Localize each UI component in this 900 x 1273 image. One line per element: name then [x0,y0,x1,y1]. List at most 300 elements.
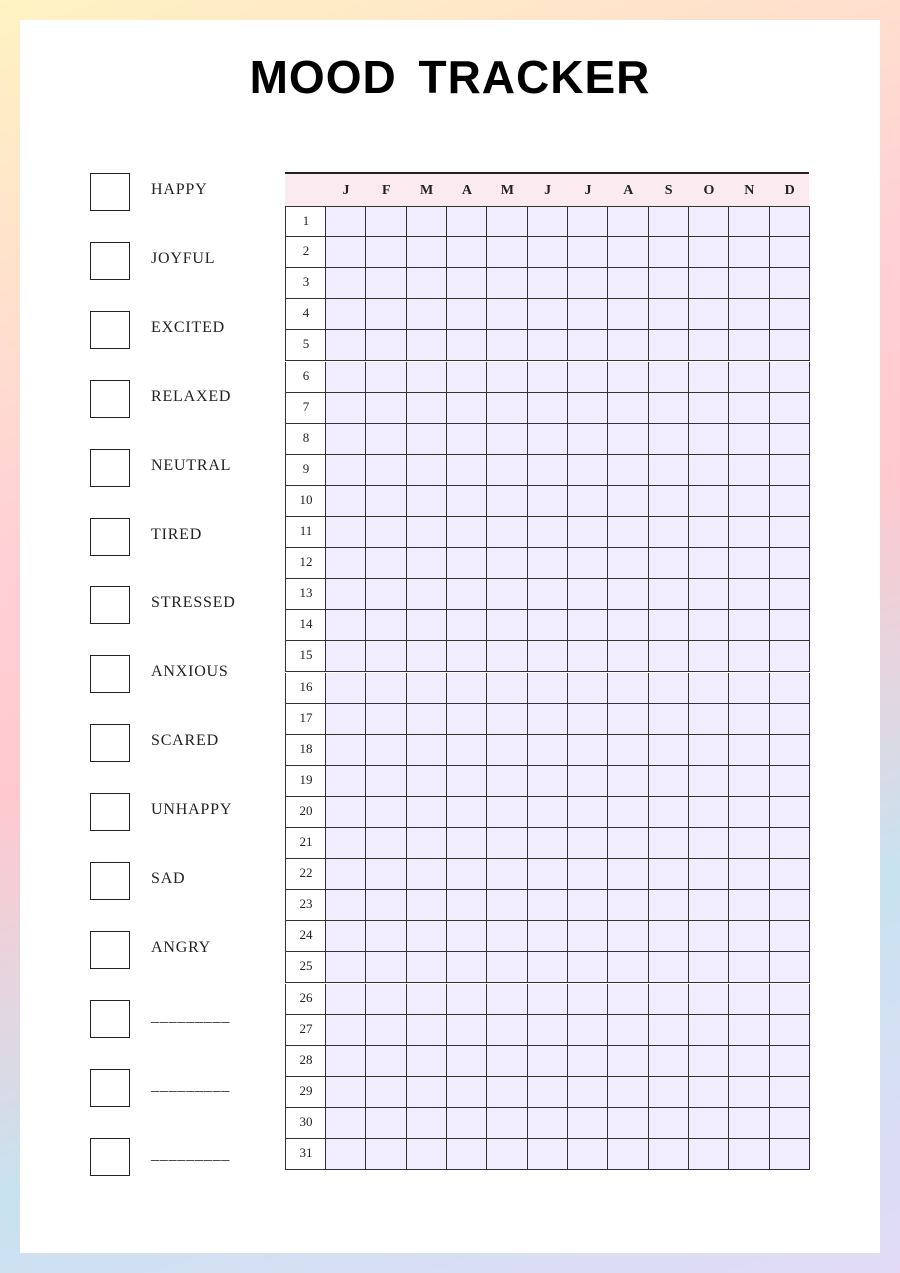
mood-cell[interactable] [407,766,447,797]
mood-cell[interactable] [528,921,568,952]
mood-cell[interactable] [649,486,689,517]
mood-cell[interactable] [770,455,810,486]
mood-cell[interactable] [770,1015,810,1046]
mood-cell[interactable] [608,797,648,828]
mood-cell[interactable] [447,673,487,704]
mood-cell[interactable] [487,424,527,455]
mood-cell[interactable] [689,952,729,983]
mood-cell[interactable] [407,1015,447,1046]
mood-cell[interactable] [487,610,527,641]
mood-cell[interactable] [608,268,648,299]
mood-cell[interactable] [729,859,769,890]
mood-cell[interactable] [649,299,689,330]
mood-cell[interactable] [689,579,729,610]
mood-cell[interactable] [770,486,810,517]
mood-cell[interactable] [447,766,487,797]
mood-cell[interactable] [528,610,568,641]
mood-cell[interactable] [528,641,568,672]
mood-cell[interactable] [487,890,527,921]
mood-cell[interactable] [770,517,810,548]
mood-cell[interactable] [689,735,729,766]
mood-cell[interactable] [649,610,689,641]
mood-cell[interactable] [528,797,568,828]
mood-cell[interactable] [689,984,729,1015]
mood-cell[interactable] [649,424,689,455]
mood-cell[interactable] [770,393,810,424]
mood-cell[interactable] [689,424,729,455]
mood-cell[interactable] [649,984,689,1015]
mood-cell[interactable] [649,237,689,268]
mood-cell[interactable] [729,455,769,486]
mood-cell[interactable] [608,704,648,735]
mood-cell[interactable] [568,735,608,766]
mood-cell[interactable] [326,797,366,828]
mood-cell[interactable] [366,206,406,237]
mood-color-box[interactable] [90,862,130,900]
mood-cell[interactable] [326,1046,366,1077]
mood-cell[interactable] [568,1108,608,1139]
mood-color-box[interactable] [90,380,130,418]
mood-cell[interactable] [729,735,769,766]
mood-cell[interactable] [729,268,769,299]
mood-cell[interactable] [729,610,769,641]
mood-cell[interactable] [568,1139,608,1170]
mood-cell[interactable] [608,517,648,548]
mood-cell[interactable] [326,641,366,672]
mood-cell[interactable] [649,362,689,393]
mood-cell[interactable] [528,766,568,797]
mood-cell[interactable] [568,548,608,579]
mood-cell[interactable] [326,393,366,424]
mood-cell[interactable] [366,735,406,766]
mood-cell[interactable] [528,548,568,579]
mood-cell[interactable] [487,455,527,486]
mood-cell[interactable] [770,579,810,610]
mood-cell[interactable] [568,299,608,330]
mood-cell[interactable] [729,299,769,330]
mood-cell[interactable] [407,268,447,299]
mood-cell[interactable] [407,548,447,579]
mood-cell[interactable] [649,797,689,828]
mood-cell[interactable] [729,1077,769,1108]
mood-cell[interactable] [447,330,487,361]
mood-color-box[interactable] [90,724,130,762]
mood-cell[interactable] [326,1139,366,1170]
mood-cell[interactable] [407,579,447,610]
mood-cell[interactable] [487,362,527,393]
mood-cell[interactable] [528,455,568,486]
mood-cell[interactable] [608,673,648,704]
mood-cell[interactable] [447,393,487,424]
mood-cell[interactable] [568,1077,608,1108]
mood-cell[interactable] [326,766,366,797]
mood-cell[interactable] [568,704,608,735]
mood-cell[interactable] [407,517,447,548]
mood-cell[interactable] [407,1046,447,1077]
mood-cell[interactable] [729,424,769,455]
mood-cell[interactable] [326,921,366,952]
mood-cell[interactable] [326,704,366,735]
mood-cell[interactable] [407,330,447,361]
mood-color-box[interactable] [90,173,130,211]
mood-cell[interactable] [568,890,608,921]
mood-cell[interactable] [770,704,810,735]
mood-cell[interactable] [528,362,568,393]
mood-cell[interactable] [729,1139,769,1170]
mood-cell[interactable] [568,766,608,797]
mood-cell[interactable] [770,641,810,672]
mood-cell[interactable] [729,517,769,548]
mood-cell[interactable] [487,206,527,237]
mood-cell[interactable] [407,735,447,766]
mood-cell[interactable] [649,735,689,766]
mood-cell[interactable] [447,952,487,983]
mood-cell[interactable] [608,952,648,983]
mood-cell[interactable] [649,268,689,299]
mood-color-box[interactable] [90,793,130,831]
mood-cell[interactable] [649,1077,689,1108]
mood-cell[interactable] [528,859,568,890]
mood-cell[interactable] [770,890,810,921]
mood-cell[interactable] [770,206,810,237]
mood-cell[interactable] [487,952,527,983]
mood-cell[interactable] [689,610,729,641]
mood-cell[interactable] [366,268,406,299]
mood-cell[interactable] [447,984,487,1015]
mood-cell[interactable] [487,1139,527,1170]
mood-cell[interactable] [528,268,568,299]
mood-cell[interactable] [366,921,406,952]
mood-cell[interactable] [366,984,406,1015]
mood-cell[interactable] [447,828,487,859]
mood-cell[interactable] [649,952,689,983]
mood-cell[interactable] [487,641,527,672]
mood-cell[interactable] [528,206,568,237]
mood-cell[interactable] [608,641,648,672]
mood-cell[interactable] [407,797,447,828]
mood-cell[interactable] [447,704,487,735]
mood-cell[interactable] [729,1046,769,1077]
mood-cell[interactable] [770,735,810,766]
mood-cell[interactable] [649,579,689,610]
mood-cell[interactable] [326,859,366,890]
mood-cell[interactable] [366,797,406,828]
mood-cell[interactable] [770,984,810,1015]
mood-cell[interactable] [528,1015,568,1046]
mood-cell[interactable] [366,1077,406,1108]
mood-cell[interactable] [729,704,769,735]
mood-cell[interactable] [407,393,447,424]
mood-cell[interactable] [770,299,810,330]
mood-cell[interactable] [689,455,729,486]
mood-cell[interactable] [608,1108,648,1139]
mood-cell[interactable] [608,330,648,361]
mood-cell[interactable] [326,268,366,299]
mood-cell[interactable] [326,1108,366,1139]
mood-cell[interactable] [528,237,568,268]
mood-cell[interactable] [366,766,406,797]
mood-cell[interactable] [487,299,527,330]
mood-cell[interactable] [770,1077,810,1108]
mood-cell[interactable] [407,859,447,890]
mood-cell[interactable] [608,828,648,859]
mood-cell[interactable] [366,828,406,859]
mood-cell[interactable] [528,952,568,983]
mood-cell[interactable] [447,735,487,766]
mood-cell[interactable] [487,859,527,890]
mood-cell[interactable] [366,704,406,735]
mood-cell[interactable] [528,1046,568,1077]
mood-cell[interactable] [568,237,608,268]
mood-cell[interactable] [407,952,447,983]
mood-cell[interactable] [528,579,568,610]
mood-cell[interactable] [487,1015,527,1046]
mood-cell[interactable] [366,1139,406,1170]
mood-cell[interactable] [487,1108,527,1139]
mood-cell[interactable] [326,610,366,641]
mood-cell[interactable] [649,206,689,237]
mood-cell[interactable] [366,393,406,424]
mood-cell[interactable] [689,486,729,517]
mood-cell[interactable] [649,921,689,952]
mood-cell[interactable] [487,984,527,1015]
mood-cell[interactable] [568,610,608,641]
mood-cell[interactable] [649,673,689,704]
mood-cell[interactable] [528,984,568,1015]
mood-cell[interactable] [689,393,729,424]
mood-color-box[interactable] [90,449,130,487]
mood-cell[interactable] [326,735,366,766]
mood-cell[interactable] [770,1046,810,1077]
mood-color-box[interactable] [90,655,130,693]
mood-cell[interactable] [326,330,366,361]
mood-cell[interactable] [689,237,729,268]
mood-cell[interactable] [729,766,769,797]
mood-cell[interactable] [407,984,447,1015]
mood-cell[interactable] [608,237,648,268]
mood-cell[interactable] [447,641,487,672]
mood-cell[interactable] [689,1046,729,1077]
mood-cell[interactable] [366,237,406,268]
mood-cell[interactable] [729,1108,769,1139]
mood-cell[interactable] [528,1077,568,1108]
mood-cell[interactable] [487,921,527,952]
mood-cell[interactable] [366,673,406,704]
mood-cell[interactable] [689,859,729,890]
mood-cell[interactable] [326,548,366,579]
mood-cell[interactable] [528,517,568,548]
mood-cell[interactable] [366,610,406,641]
mood-cell[interactable] [649,859,689,890]
mood-cell[interactable] [689,704,729,735]
mood-color-box[interactable] [90,1069,130,1107]
mood-cell[interactable] [770,766,810,797]
mood-cell[interactable] [487,268,527,299]
mood-cell[interactable] [689,362,729,393]
mood-cell[interactable] [568,424,608,455]
mood-cell[interactable] [407,1108,447,1139]
mood-color-box[interactable] [90,311,130,349]
mood-cell[interactable] [649,704,689,735]
mood-cell[interactable] [729,984,769,1015]
mood-cell[interactable] [407,921,447,952]
mood-cell[interactable] [649,1015,689,1046]
mood-cell[interactable] [770,921,810,952]
mood-cell[interactable] [366,548,406,579]
mood-cell[interactable] [649,548,689,579]
mood-cell[interactable] [608,1139,648,1170]
mood-cell[interactable] [649,1046,689,1077]
mood-cell[interactable] [689,1015,729,1046]
mood-cell[interactable] [649,330,689,361]
mood-cell[interactable] [689,1108,729,1139]
mood-cell[interactable] [608,393,648,424]
mood-cell[interactable] [729,579,769,610]
mood-cell[interactable] [608,299,648,330]
mood-cell[interactable] [608,579,648,610]
mood-cell[interactable] [326,1077,366,1108]
mood-cell[interactable] [447,268,487,299]
mood-color-box[interactable] [90,518,130,556]
mood-cell[interactable] [407,362,447,393]
mood-cell[interactable] [729,921,769,952]
mood-cell[interactable] [528,299,568,330]
mood-cell[interactable] [528,424,568,455]
mood-cell[interactable] [366,859,406,890]
mood-cell[interactable] [649,890,689,921]
mood-cell[interactable] [729,673,769,704]
mood-cell[interactable] [326,890,366,921]
mood-cell[interactable] [649,766,689,797]
mood-cell[interactable] [366,890,406,921]
mood-cell[interactable] [729,797,769,828]
mood-cell[interactable] [407,828,447,859]
mood-cell[interactable] [326,1015,366,1046]
mood-cell[interactable] [770,828,810,859]
mood-cell[interactable] [487,237,527,268]
mood-cell[interactable] [770,1139,810,1170]
mood-cell[interactable] [729,362,769,393]
mood-cell[interactable] [608,424,648,455]
mood-cell[interactable] [729,828,769,859]
mood-cell[interactable] [689,828,729,859]
mood-cell[interactable] [366,330,406,361]
mood-cell[interactable] [608,548,648,579]
mood-cell[interactable] [689,206,729,237]
mood-cell[interactable] [407,237,447,268]
mood-cell[interactable] [407,641,447,672]
mood-cell[interactable] [608,1015,648,1046]
mood-cell[interactable] [568,1046,608,1077]
mood-color-box[interactable] [90,931,130,969]
mood-cell[interactable] [729,393,769,424]
mood-cell[interactable] [447,299,487,330]
mood-cell[interactable] [608,1077,648,1108]
mood-cell[interactable] [326,362,366,393]
mood-cell[interactable] [689,890,729,921]
mood-color-box[interactable] [90,1000,130,1038]
mood-cell[interactable] [407,486,447,517]
mood-cell[interactable] [568,517,608,548]
mood-cell[interactable] [608,1046,648,1077]
mood-color-box[interactable] [90,242,130,280]
mood-cell[interactable] [528,393,568,424]
mood-cell[interactable] [729,952,769,983]
mood-cell[interactable] [407,704,447,735]
mood-cell[interactable] [407,673,447,704]
mood-cell[interactable] [770,330,810,361]
mood-cell[interactable] [447,797,487,828]
mood-cell[interactable] [568,797,608,828]
mood-cell[interactable] [487,704,527,735]
mood-cell[interactable] [729,206,769,237]
mood-cell[interactable] [568,828,608,859]
mood-cell[interactable] [528,1108,568,1139]
mood-cell[interactable] [447,206,487,237]
mood-cell[interactable] [608,766,648,797]
mood-cell[interactable] [568,859,608,890]
mood-cell[interactable] [366,299,406,330]
mood-cell[interactable] [487,1077,527,1108]
mood-cell[interactable] [487,579,527,610]
mood-cell[interactable] [729,237,769,268]
mood-cell[interactable] [689,766,729,797]
mood-cell[interactable] [528,735,568,766]
mood-cell[interactable] [729,486,769,517]
mood-cell[interactable] [366,455,406,486]
mood-cell[interactable] [447,1077,487,1108]
mood-cell[interactable] [528,673,568,704]
mood-cell[interactable] [770,673,810,704]
mood-cell[interactable] [568,393,608,424]
mood-cell[interactable] [608,455,648,486]
mood-cell[interactable] [326,579,366,610]
mood-cell[interactable] [689,673,729,704]
mood-cell[interactable] [770,237,810,268]
mood-cell[interactable] [366,1046,406,1077]
mood-cell[interactable] [326,299,366,330]
mood-cell[interactable] [689,268,729,299]
mood-cell[interactable] [649,1108,689,1139]
mood-cell[interactable] [366,952,406,983]
mood-cell[interactable] [447,859,487,890]
mood-cell[interactable] [689,797,729,828]
mood-cell[interactable] [407,299,447,330]
mood-cell[interactable] [326,206,366,237]
mood-cell[interactable] [528,704,568,735]
mood-cell[interactable] [689,921,729,952]
mood-cell[interactable] [447,517,487,548]
mood-cell[interactable] [608,486,648,517]
mood-cell[interactable] [366,1015,406,1046]
mood-cell[interactable] [487,1046,527,1077]
mood-cell[interactable] [447,455,487,486]
mood-cell[interactable] [568,486,608,517]
mood-color-box[interactable] [90,586,130,624]
mood-cell[interactable] [649,393,689,424]
mood-cell[interactable] [770,424,810,455]
mood-cell[interactable] [649,517,689,548]
mood-cell[interactable] [326,952,366,983]
mood-cell[interactable] [608,984,648,1015]
mood-cell[interactable] [568,455,608,486]
mood-cell[interactable] [729,890,769,921]
mood-cell[interactable] [326,424,366,455]
mood-cell[interactable] [568,921,608,952]
mood-cell[interactable] [608,362,648,393]
mood-cell[interactable] [487,766,527,797]
mood-cell[interactable] [487,517,527,548]
